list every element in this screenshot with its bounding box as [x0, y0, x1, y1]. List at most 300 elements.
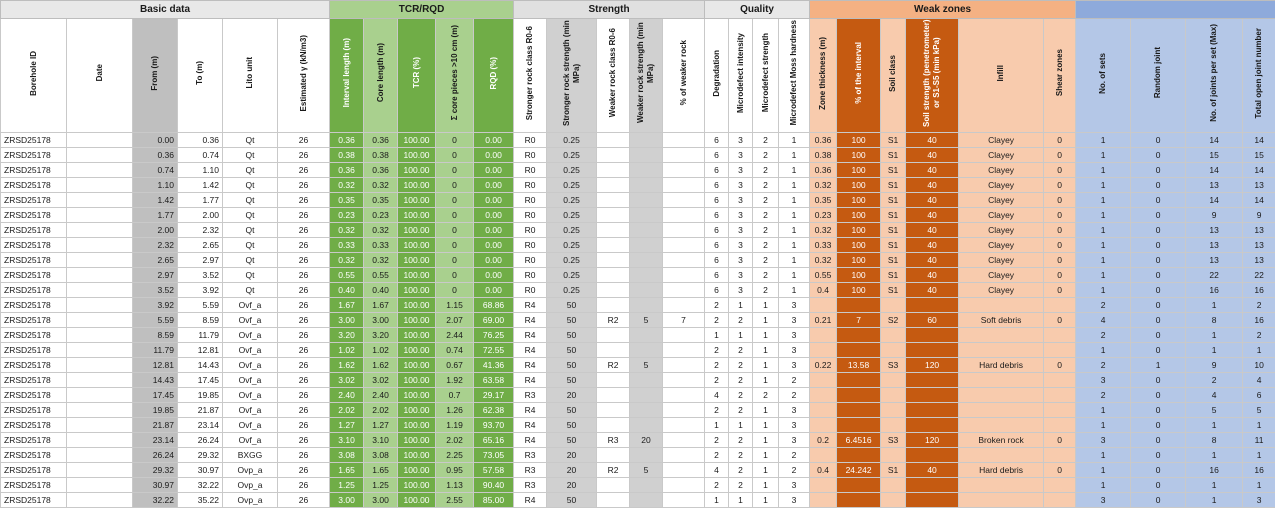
- table-cell[interactable]: 14: [1186, 163, 1243, 178]
- table-cell[interactable]: [67, 178, 133, 193]
- table-cell[interactable]: 0.38: [364, 148, 398, 163]
- table-cell[interactable]: 26: [278, 178, 330, 193]
- table-cell[interactable]: [959, 298, 1044, 313]
- table-cell[interactable]: 2.97: [133, 268, 178, 283]
- table-cell[interactable]: 0.4: [810, 463, 837, 478]
- column-header[interactable]: [1, 19, 67, 133]
- table-cell[interactable]: 50: [547, 328, 597, 343]
- table-cell[interactable]: 14: [1243, 193, 1275, 208]
- table-cell[interactable]: [597, 388, 630, 403]
- table-cell[interactable]: ZRSD25178: [1, 238, 67, 253]
- table-cell[interactable]: 0.36: [810, 133, 837, 148]
- table-cell[interactable]: [67, 388, 133, 403]
- table-cell[interactable]: [630, 208, 663, 223]
- table-cell[interactable]: 26: [278, 133, 330, 148]
- table-cell[interactable]: 0.7: [436, 388, 474, 403]
- table-cell[interactable]: 26: [278, 463, 330, 478]
- table-cell[interactable]: 0.32: [364, 253, 398, 268]
- table-cell[interactable]: 0.25: [547, 283, 597, 298]
- table-cell[interactable]: ZRSD25178: [1, 253, 67, 268]
- table-cell[interactable]: [597, 238, 630, 253]
- table-cell[interactable]: 1: [1076, 163, 1131, 178]
- table-cell[interactable]: 3: [729, 283, 753, 298]
- table-cell[interactable]: 1: [1076, 178, 1131, 193]
- table-cell[interactable]: 0: [1131, 238, 1186, 253]
- table-cell[interactable]: 3: [1076, 433, 1131, 448]
- table-cell[interactable]: 6: [1243, 388, 1275, 403]
- table-cell[interactable]: R3: [514, 388, 547, 403]
- table-cell[interactable]: 0.32: [330, 223, 364, 238]
- table-cell[interactable]: [663, 388, 705, 403]
- table-cell[interactable]: 1.77: [178, 193, 223, 208]
- table-cell[interactable]: [837, 373, 881, 388]
- table-cell[interactable]: [67, 148, 133, 163]
- table-cell[interactable]: 1.42: [178, 178, 223, 193]
- table-cell[interactable]: [630, 133, 663, 148]
- table-cell[interactable]: 2: [753, 238, 779, 253]
- table-cell[interactable]: 20: [547, 448, 597, 463]
- table-cell[interactable]: 2.40: [364, 388, 398, 403]
- table-cell[interactable]: 100.00: [398, 223, 436, 238]
- table-cell[interactable]: 0: [1044, 148, 1076, 163]
- table-cell[interactable]: 0: [436, 283, 474, 298]
- table-cell[interactable]: S1: [881, 163, 906, 178]
- group-header[interactable]: TCR/RQD: [330, 1, 514, 19]
- table-cell[interactable]: Qt: [223, 283, 278, 298]
- table-cell[interactable]: 0: [1044, 238, 1076, 253]
- table-cell[interactable]: R0: [514, 253, 547, 268]
- table-cell[interactable]: R4: [514, 433, 547, 448]
- table-cell[interactable]: 0.32: [810, 178, 837, 193]
- table-cell[interactable]: [597, 448, 630, 463]
- table-cell[interactable]: 0.23: [330, 208, 364, 223]
- table-cell[interactable]: 26: [278, 403, 330, 418]
- table-cell[interactable]: 22: [1186, 268, 1243, 283]
- table-cell[interactable]: [906, 478, 959, 493]
- table-cell[interactable]: 4: [1186, 388, 1243, 403]
- table-cell[interactable]: 0: [1131, 253, 1186, 268]
- table-cell[interactable]: 26: [278, 283, 330, 298]
- table-cell[interactable]: [663, 208, 705, 223]
- table-cell[interactable]: [597, 163, 630, 178]
- table-cell[interactable]: 1: [1186, 478, 1243, 493]
- table-cell[interactable]: 0.4: [810, 283, 837, 298]
- table-cell[interactable]: 11: [1243, 433, 1275, 448]
- table-cell[interactable]: 40: [906, 208, 959, 223]
- table-cell[interactable]: ZRSD25178: [1, 493, 67, 508]
- table-cell[interactable]: 50: [547, 418, 597, 433]
- table-cell[interactable]: S2: [881, 313, 906, 328]
- table-cell[interactable]: 0.36: [364, 133, 398, 148]
- table-cell[interactable]: 19.85: [133, 403, 178, 418]
- table-cell[interactable]: [837, 448, 881, 463]
- table-cell[interactable]: [663, 268, 705, 283]
- table-cell[interactable]: 0.35: [330, 193, 364, 208]
- table-cell[interactable]: 0: [436, 223, 474, 238]
- table-cell[interactable]: 13: [1243, 223, 1275, 238]
- table-cell[interactable]: 100.00: [398, 148, 436, 163]
- column-header[interactable]: [330, 19, 364, 133]
- table-cell[interactable]: [67, 298, 133, 313]
- table-cell[interactable]: R0: [514, 148, 547, 163]
- table-cell[interactable]: 1: [779, 208, 810, 223]
- table-cell[interactable]: 0: [1044, 208, 1076, 223]
- table-cell[interactable]: 2.55: [436, 493, 474, 508]
- table-cell[interactable]: R0: [514, 283, 547, 298]
- table-cell[interactable]: [67, 313, 133, 328]
- table-cell[interactable]: 1.67: [330, 298, 364, 313]
- table-cell[interactable]: [810, 388, 837, 403]
- table-cell[interactable]: 6: [705, 238, 729, 253]
- table-cell[interactable]: 0.25: [547, 253, 597, 268]
- table-cell[interactable]: 0.32: [810, 253, 837, 268]
- table-cell[interactable]: 3.08: [364, 448, 398, 463]
- group-header[interactable]: Quality: [705, 1, 810, 19]
- table-cell[interactable]: Clayey: [959, 253, 1044, 268]
- table-cell[interactable]: 23.14: [133, 433, 178, 448]
- table-cell[interactable]: 0.00: [474, 268, 514, 283]
- table-cell[interactable]: 0.25: [547, 193, 597, 208]
- table-cell[interactable]: 2: [1076, 298, 1131, 313]
- table-cell[interactable]: 3.10: [364, 433, 398, 448]
- table-cell[interactable]: 2.00: [133, 223, 178, 238]
- table-cell[interactable]: 3.92: [133, 298, 178, 313]
- table-cell[interactable]: 2: [1243, 298, 1275, 313]
- table-cell[interactable]: Qt: [223, 178, 278, 193]
- table-cell[interactable]: 6: [705, 133, 729, 148]
- table-cell[interactable]: 5: [1243, 403, 1275, 418]
- table-cell[interactable]: 2: [753, 133, 779, 148]
- table-cell[interactable]: 2: [705, 358, 729, 373]
- table-cell[interactable]: 1: [729, 418, 753, 433]
- table-cell[interactable]: 1: [1076, 253, 1131, 268]
- table-cell[interactable]: ZRSD25178: [1, 343, 67, 358]
- table-cell[interactable]: 0: [1131, 313, 1186, 328]
- table-cell[interactable]: 0: [1131, 283, 1186, 298]
- table-cell[interactable]: 1: [729, 298, 753, 313]
- table-cell[interactable]: Ovf_a: [223, 358, 278, 373]
- column-header[interactable]: [959, 19, 1044, 133]
- table-cell[interactable]: [663, 433, 705, 448]
- table-cell[interactable]: 2: [705, 478, 729, 493]
- column-header[interactable]: [364, 19, 398, 133]
- table-cell[interactable]: Qt: [223, 163, 278, 178]
- table-cell[interactable]: 10: [1243, 358, 1275, 373]
- table-cell[interactable]: [663, 373, 705, 388]
- table-cell[interactable]: 1: [753, 433, 779, 448]
- table-cell[interactable]: 9: [1243, 208, 1275, 223]
- table-cell[interactable]: 20: [547, 388, 597, 403]
- table-cell[interactable]: 2: [705, 313, 729, 328]
- table-cell[interactable]: [959, 373, 1044, 388]
- table-cell[interactable]: 100: [837, 148, 881, 163]
- table-cell[interactable]: S1: [881, 208, 906, 223]
- table-cell[interactable]: 3: [779, 433, 810, 448]
- table-cell[interactable]: 1: [1076, 238, 1131, 253]
- table-cell[interactable]: [597, 208, 630, 223]
- table-cell[interactable]: 0.36: [810, 163, 837, 178]
- table-cell[interactable]: 40: [906, 163, 959, 178]
- column-header[interactable]: [729, 19, 753, 133]
- table-cell[interactable]: 0.23: [810, 208, 837, 223]
- table-cell[interactable]: 1: [1076, 463, 1131, 478]
- table-cell[interactable]: [663, 223, 705, 238]
- table-cell[interactable]: [663, 193, 705, 208]
- table-cell[interactable]: [67, 403, 133, 418]
- column-header[interactable]: [753, 19, 779, 133]
- table-cell[interactable]: 1.27: [364, 418, 398, 433]
- table-cell[interactable]: 0.35: [810, 193, 837, 208]
- column-header[interactable]: [906, 19, 959, 133]
- table-cell[interactable]: 29.17: [474, 388, 514, 403]
- table-cell[interactable]: 3: [729, 238, 753, 253]
- table-cell[interactable]: 4: [705, 388, 729, 403]
- table-cell[interactable]: 50: [547, 358, 597, 373]
- table-cell[interactable]: [630, 388, 663, 403]
- table-cell[interactable]: [1044, 343, 1076, 358]
- table-cell[interactable]: 0: [1044, 463, 1076, 478]
- table-cell[interactable]: 3.00: [364, 493, 398, 508]
- table-cell[interactable]: 6: [705, 163, 729, 178]
- table-cell[interactable]: [663, 418, 705, 433]
- table-cell[interactable]: 3: [729, 178, 753, 193]
- table-cell[interactable]: [959, 418, 1044, 433]
- table-cell[interactable]: [67, 418, 133, 433]
- table-cell[interactable]: [630, 283, 663, 298]
- table-cell[interactable]: 100: [837, 223, 881, 238]
- table-cell[interactable]: Ovf_a: [223, 328, 278, 343]
- table-cell[interactable]: 30.97: [178, 463, 223, 478]
- table-cell[interactable]: 0: [1044, 433, 1076, 448]
- table-cell[interactable]: [959, 478, 1044, 493]
- table-cell[interactable]: S1: [881, 268, 906, 283]
- table-cell[interactable]: 1: [705, 328, 729, 343]
- table-cell[interactable]: ZRSD25178: [1, 148, 67, 163]
- table-cell[interactable]: Clayey: [959, 163, 1044, 178]
- table-cell[interactable]: 0.00: [474, 223, 514, 238]
- table-cell[interactable]: R0: [514, 133, 547, 148]
- table-cell[interactable]: Hard debris: [959, 463, 1044, 478]
- column-header[interactable]: [223, 19, 278, 133]
- table-cell[interactable]: 16: [1243, 283, 1275, 298]
- table-cell[interactable]: 20: [547, 478, 597, 493]
- table-cell[interactable]: 26: [278, 163, 330, 178]
- table-cell[interactable]: [630, 298, 663, 313]
- table-cell[interactable]: [630, 253, 663, 268]
- table-cell[interactable]: [630, 163, 663, 178]
- table-cell[interactable]: 1: [753, 358, 779, 373]
- table-cell[interactable]: 6: [705, 268, 729, 283]
- table-cell[interactable]: 0.25: [547, 268, 597, 283]
- table-cell[interactable]: [906, 448, 959, 463]
- table-cell[interactable]: 26: [278, 388, 330, 403]
- table-cell[interactable]: [663, 163, 705, 178]
- table-cell[interactable]: [663, 328, 705, 343]
- table-cell[interactable]: 0: [1131, 328, 1186, 343]
- table-cell[interactable]: 3: [729, 253, 753, 268]
- table-cell[interactable]: 1: [779, 133, 810, 148]
- table-cell[interactable]: 1: [705, 418, 729, 433]
- table-cell[interactable]: [837, 298, 881, 313]
- table-cell[interactable]: [597, 148, 630, 163]
- table-cell[interactable]: 26: [278, 418, 330, 433]
- table-cell[interactable]: [663, 493, 705, 508]
- table-cell[interactable]: 1.10: [178, 163, 223, 178]
- table-cell[interactable]: 23.14: [178, 418, 223, 433]
- table-cell[interactable]: 21.87: [178, 403, 223, 418]
- table-cell[interactable]: [837, 493, 881, 508]
- table-cell[interactable]: [67, 343, 133, 358]
- table-cell[interactable]: 6: [705, 253, 729, 268]
- table-cell[interactable]: 1.25: [330, 478, 364, 493]
- table-cell[interactable]: [67, 133, 133, 148]
- table-cell[interactable]: 2: [705, 298, 729, 313]
- table-cell[interactable]: 2.97: [178, 253, 223, 268]
- column-header[interactable]: [514, 19, 547, 133]
- table-cell[interactable]: 4: [1076, 313, 1131, 328]
- table-cell[interactable]: 1: [1186, 343, 1243, 358]
- table-cell[interactable]: [67, 358, 133, 373]
- table-cell[interactable]: 2.32: [178, 223, 223, 238]
- table-cell[interactable]: [810, 343, 837, 358]
- table-cell[interactable]: 40: [906, 253, 959, 268]
- group-header[interactable]: Strength: [514, 1, 705, 19]
- table-cell[interactable]: [837, 328, 881, 343]
- table-cell[interactable]: 3: [779, 418, 810, 433]
- table-cell[interactable]: [67, 208, 133, 223]
- table-cell[interactable]: 14: [1186, 133, 1243, 148]
- table-cell[interactable]: 0.00: [474, 208, 514, 223]
- table-cell[interactable]: 0: [1131, 403, 1186, 418]
- table-cell[interactable]: 2: [729, 358, 753, 373]
- table-cell[interactable]: 90.40: [474, 478, 514, 493]
- table-cell[interactable]: 120: [906, 358, 959, 373]
- table-cell[interactable]: ZRSD25178: [1, 358, 67, 373]
- table-cell[interactable]: 29.32: [133, 463, 178, 478]
- table-cell[interactable]: 26: [278, 313, 330, 328]
- table-cell[interactable]: 1: [753, 313, 779, 328]
- table-cell[interactable]: 1.65: [364, 463, 398, 478]
- table-cell[interactable]: 1.42: [133, 193, 178, 208]
- column-header[interactable]: [597, 19, 630, 133]
- table-cell[interactable]: 1.19: [436, 418, 474, 433]
- table-cell[interactable]: ZRSD25178: [1, 163, 67, 178]
- table-cell[interactable]: R3: [514, 463, 547, 478]
- table-cell[interactable]: 3: [1076, 493, 1131, 508]
- table-cell[interactable]: 0.00: [474, 193, 514, 208]
- table-cell[interactable]: Soft debris: [959, 313, 1044, 328]
- table-cell[interactable]: 0: [1044, 163, 1076, 178]
- table-cell[interactable]: 5: [630, 358, 663, 373]
- table-cell[interactable]: 57.58: [474, 463, 514, 478]
- column-header[interactable]: [398, 19, 436, 133]
- table-cell[interactable]: 2.32: [133, 238, 178, 253]
- table-cell[interactable]: 2: [705, 403, 729, 418]
- table-cell[interactable]: 17.45: [178, 373, 223, 388]
- table-cell[interactable]: R0: [514, 178, 547, 193]
- table-cell[interactable]: [67, 373, 133, 388]
- table-cell[interactable]: Ovf_a: [223, 418, 278, 433]
- table-cell[interactable]: R4: [514, 343, 547, 358]
- table-cell[interactable]: ZRSD25178: [1, 268, 67, 283]
- table-cell[interactable]: 3.02: [330, 373, 364, 388]
- column-header[interactable]: [779, 19, 810, 133]
- table-cell[interactable]: 100.00: [398, 253, 436, 268]
- table-cell[interactable]: 1: [1243, 478, 1275, 493]
- table-cell[interactable]: 6: [705, 193, 729, 208]
- table-cell[interactable]: [67, 193, 133, 208]
- table-cell[interactable]: 15: [1186, 148, 1243, 163]
- column-header[interactable]: [1131, 19, 1186, 133]
- table-cell[interactable]: Qt: [223, 148, 278, 163]
- table-cell[interactable]: 0.74: [133, 163, 178, 178]
- table-cell[interactable]: 0: [1044, 193, 1076, 208]
- table-cell[interactable]: 0.32: [330, 178, 364, 193]
- column-header[interactable]: [810, 19, 837, 133]
- table-cell[interactable]: 11.79: [133, 343, 178, 358]
- table-cell[interactable]: R0: [514, 208, 547, 223]
- table-cell[interactable]: 50: [547, 373, 597, 388]
- table-cell[interactable]: 0: [1131, 343, 1186, 358]
- table-cell[interactable]: 60: [906, 313, 959, 328]
- table-cell[interactable]: [810, 403, 837, 418]
- table-cell[interactable]: Clayey: [959, 178, 1044, 193]
- table-cell[interactable]: 3: [779, 328, 810, 343]
- table-cell[interactable]: 100.00: [398, 373, 436, 388]
- table-cell[interactable]: 13: [1243, 178, 1275, 193]
- table-cell[interactable]: [837, 343, 881, 358]
- table-cell[interactable]: 1: [1076, 343, 1131, 358]
- table-cell[interactable]: 1: [729, 493, 753, 508]
- table-cell[interactable]: R3: [597, 433, 630, 448]
- table-cell[interactable]: [597, 328, 630, 343]
- table-cell[interactable]: 8.59: [133, 328, 178, 343]
- table-cell[interactable]: 2.02: [436, 433, 474, 448]
- table-cell[interactable]: 40: [906, 283, 959, 298]
- table-cell[interactable]: 85.00: [474, 493, 514, 508]
- table-cell[interactable]: 0: [1131, 133, 1186, 148]
- table-cell[interactable]: 2: [1186, 373, 1243, 388]
- table-cell[interactable]: [663, 343, 705, 358]
- table-cell[interactable]: 0: [1131, 463, 1186, 478]
- table-cell[interactable]: Ovf_a: [223, 403, 278, 418]
- table-cell[interactable]: [663, 298, 705, 313]
- table-cell[interactable]: 26: [278, 298, 330, 313]
- table-cell[interactable]: [597, 478, 630, 493]
- table-cell[interactable]: Clayey: [959, 193, 1044, 208]
- table-cell[interactable]: Ovf_a: [223, 343, 278, 358]
- table-cell[interactable]: 2.25: [436, 448, 474, 463]
- table-cell[interactable]: 5.59: [133, 313, 178, 328]
- table-cell[interactable]: [906, 418, 959, 433]
- table-cell[interactable]: [881, 403, 906, 418]
- table-cell[interactable]: 1.02: [330, 343, 364, 358]
- table-cell[interactable]: 3.08: [330, 448, 364, 463]
- table-cell[interactable]: 0: [1044, 253, 1076, 268]
- table-cell[interactable]: [663, 463, 705, 478]
- table-cell[interactable]: [810, 478, 837, 493]
- table-cell[interactable]: 13.58: [837, 358, 881, 373]
- column-header[interactable]: [178, 19, 223, 133]
- table-cell[interactable]: 3: [779, 478, 810, 493]
- table-cell[interactable]: [597, 493, 630, 508]
- table-cell[interactable]: [959, 328, 1044, 343]
- table-cell[interactable]: 1.13: [436, 478, 474, 493]
- table-cell[interactable]: 1: [1186, 448, 1243, 463]
- table-cell[interactable]: 100.00: [398, 328, 436, 343]
- table-cell[interactable]: 0.25: [547, 208, 597, 223]
- table-cell[interactable]: 2.44: [436, 328, 474, 343]
